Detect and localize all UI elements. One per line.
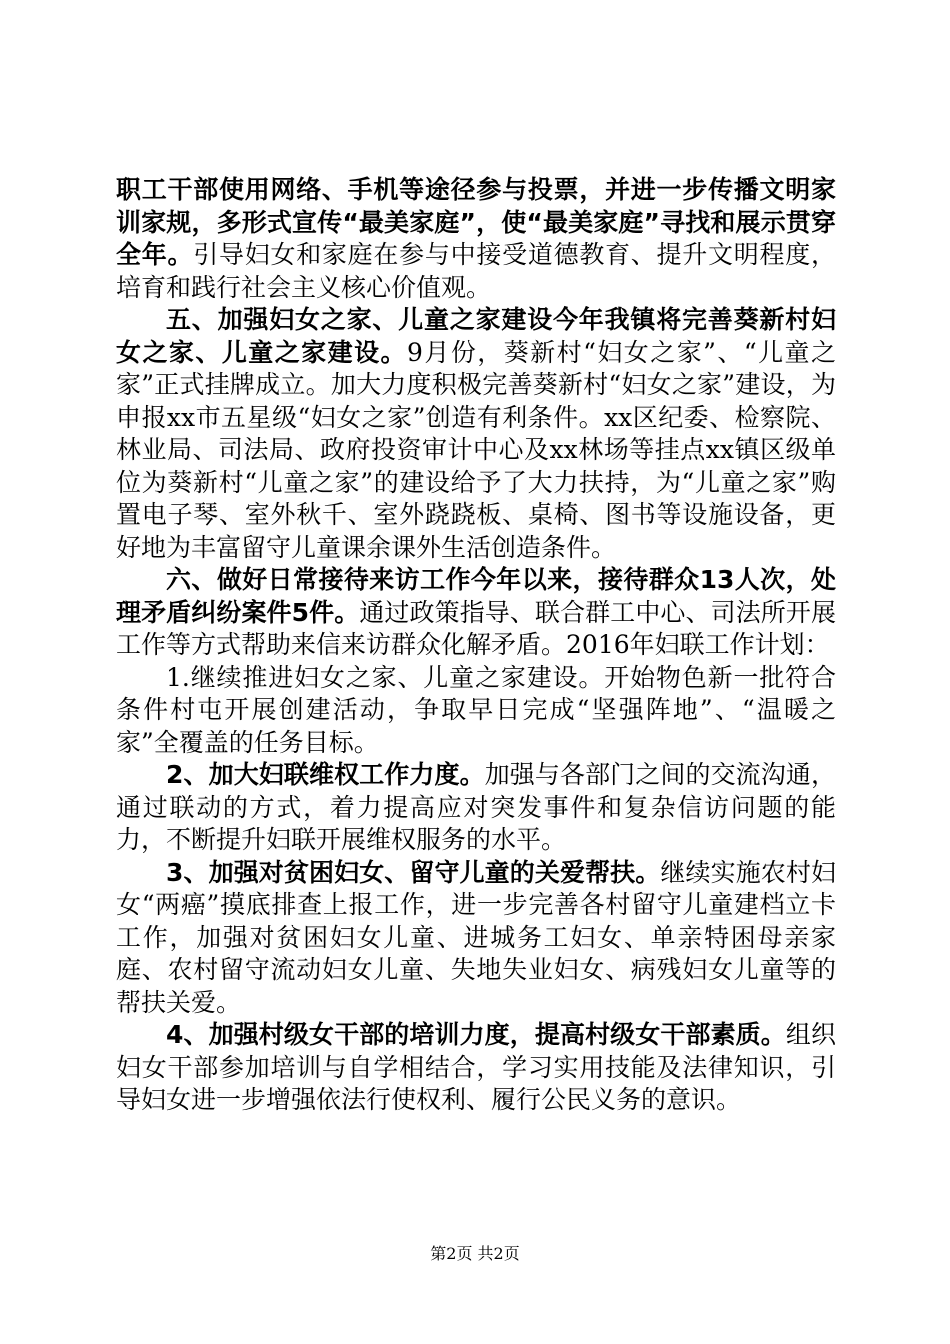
paragraph-body: 组织妇女干部参加培训与自学相结合，学习实用技能及法律知识，引导妇女进一步增强依法行使权利、履行公民义务的意识。 (116, 1020, 836, 1114)
paragraph-body: 继续实施农村妇女“两癌”摸底排查上报工作，进一步完善各村留守儿童建档立卡工作，加强对贫困妇女儿童、进城务工妇女、单亲特困母亲家庭、农村留守流动妇女儿童、失地失业妇女、病残妇女儿童等的帮扶关爱。 (116, 857, 836, 1017)
plan-item-heading: 3、加强对贫困妇女、留守儿童的关爱帮扶。 (166, 857, 661, 887)
paragraph-lead: 职工干部使用网络、手机等途径参与投票，并进一步传播文明家训家规，多形式宣传“最美家庭”，使“最美家庭”寻找和展示贯穿全年。 (116, 175, 836, 269)
plan-item-heading: 2、加大妇联维权工作力度。 (166, 760, 485, 789)
paragraph-body: 9月份，葵新村“妇女之家”、“儿童之家”正式挂牌成立。加大力度积极完善葵新村“妇女之家”建设，为申报xx市五星级“妇女之家”创造有利条件。xx区纪委、检察院、林业局、司法局、政府投资审计中心及xx林场等挂点xx镇区级单位为葵新村“儿童之家”的建设给予了大力扶持，为“儿童之家”购置电子琴、室外秋千、室外跷跷板、桌椅、图书等设施设备，更好地为丰富留守儿童课余课外生活创造条件。 (116, 337, 836, 562)
paragraph-plan-item-2 (116, 759, 836, 857)
paragraph-body: 通过政策指导、联合群工中心、司法所开展工作等方式帮助来信来访群众化解矛盾。2016年妇联工作计划： (116, 597, 836, 659)
section-heading: 五、加强妇女之家、儿童之家建设今年我镇将完善葵新村妇女之家、儿童之家建设。 (116, 305, 836, 367)
paragraph-plan-item-3 (116, 857, 836, 1020)
plan-item-heading: 4、加强村级女干部的培训力度，提高村级女干部素质。 (166, 1020, 786, 1049)
paragraph-body: 加强与各部门之间的交流沟通，通过联动的方式，着力提高应对突发事件和复杂信访问题的能力，不断提升妇联开展维权服务的水平。 (116, 760, 836, 854)
section-heading: 六、做好日常接待来访工作今年以来，接待群众13人次，处理矛盾纠纷案件5件。 (116, 565, 836, 627)
paragraph-plan-item-1 (116, 662, 836, 760)
page-number-footer: 第2页 共2页 (430, 1244, 520, 1263)
paragraph-section-6 (116, 564, 836, 662)
paragraph-family-campaign (116, 174, 836, 304)
paragraph-body: 引导妇女和家庭在参与中接受道德教育、提升文明程度，培育和践行社会主义核心价值观。 (116, 240, 836, 302)
document-body (116, 174, 836, 1117)
paragraph-plan-item-4 (116, 1019, 836, 1117)
paragraph-section-5 (116, 304, 836, 564)
paragraph-body: 1.继续推进妇女之家、儿童之家建设。开始物色新一批符合条件村屯开展创建活动，争取早日完成“坚强阵地”、“温暖之家”全覆盖的任务目标。 (116, 662, 836, 757)
